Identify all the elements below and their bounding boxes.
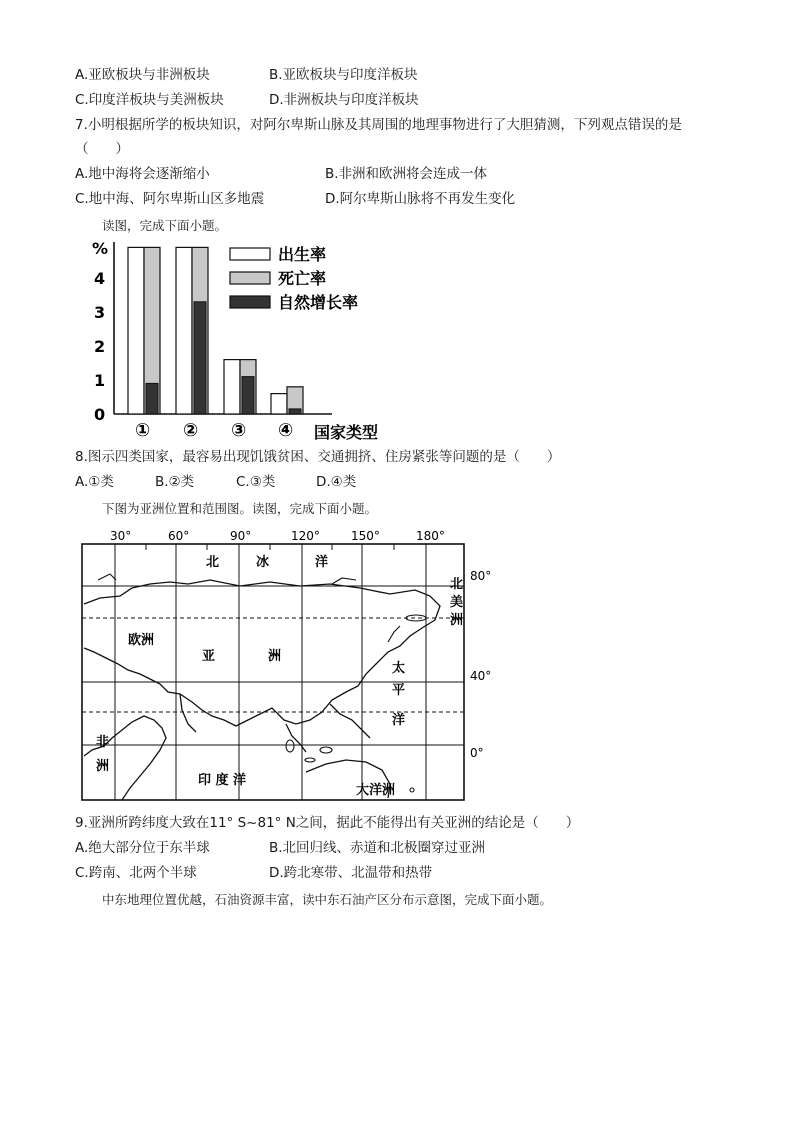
lon-label-120: 120°: [291, 529, 320, 543]
lat-label-0: 0°: [470, 746, 484, 760]
label-yang: 洋: [315, 555, 329, 570]
label-na-1: 北: [450, 577, 464, 592]
q9-option-d: D.跨北寒带、北温带和热带: [269, 865, 433, 881]
bar-natural-growth: [194, 302, 206, 414]
label-tai: 太: [392, 661, 406, 676]
label-yang2: 洋: [392, 713, 406, 728]
lon-label-30: 30°: [110, 529, 132, 543]
y-tick-label: 3: [94, 303, 106, 322]
lon-label-150: 150°: [351, 529, 380, 543]
bar-birth-rate: [271, 394, 287, 414]
q9-option-b: B.北回归线、赤道和北极圈穿过亚洲: [269, 840, 486, 856]
q9-stem: 9.亚洲所跨纬度大致在11° S~81° N之间，据此不能得出有关亚洲的结论是（ ）: [75, 815, 580, 831]
q6-option-c: C.印度洋板块与美洲板块: [75, 92, 224, 108]
category-label: ③: [231, 420, 247, 441]
category-label: ①: [135, 420, 151, 441]
population-chart: [70, 236, 390, 442]
map-coastlines: [84, 580, 440, 800]
lon-label-90: 90°: [230, 529, 252, 543]
q9-option-c: C.跨南、北两个半球: [75, 865, 197, 881]
category-label: ②: [183, 420, 199, 441]
q6-option-b: B.亚欧板块与印度洋板块: [269, 67, 418, 83]
q7-paren: （ ）: [75, 141, 129, 157]
label-zhou: 洲: [268, 649, 282, 664]
label-ping: 平: [392, 683, 406, 698]
label-indian-ocean: 印 度 洋: [198, 773, 247, 788]
q7-option-b: B.非洲和欧洲将会连成一体: [325, 166, 488, 182]
bar-natural-growth: [242, 377, 254, 414]
chart-legend: [230, 245, 358, 312]
label-africa-2: 洲: [96, 759, 110, 774]
asia-map: [70, 524, 500, 804]
y-tick-label: 0: [94, 405, 106, 424]
lon-label-60: 60°: [168, 529, 190, 543]
legend-label: 自然增长率: [278, 293, 359, 312]
bar-birth-rate: [176, 247, 192, 414]
legend-swatch: [230, 248, 270, 260]
lat-label-40: 40°: [470, 669, 492, 683]
label-europe: 欧洲: [128, 633, 155, 648]
bar-birth-rate: [224, 360, 240, 414]
x-axis-label: 国家类型: [314, 423, 379, 442]
q7-stem: 7.小明根据所学的板块知识，对阿尔卑斯山脉及其周围的地理事物进行了大胆猜测，下列观点错误的是: [75, 117, 682, 133]
bar-birth-rate: [128, 247, 144, 414]
label-bing: 冰: [256, 555, 270, 570]
label-ya: 亚: [202, 649, 216, 664]
legend-swatch: [230, 296, 270, 308]
label-bei: 北: [206, 555, 220, 570]
q8-option-c: C.③类: [236, 474, 276, 490]
y-axis-label: %: [92, 239, 109, 258]
label-oceania: 大洋洲: [356, 783, 396, 798]
q8-option-b: B.②类: [155, 474, 195, 490]
q7-option-a: A.地中海将会逐渐缩小: [75, 166, 210, 182]
label-na-2: 美: [450, 595, 464, 610]
q6-option-d: D.非洲板块与印度洋板块: [269, 92, 419, 108]
legend-label: 出生率: [278, 245, 327, 264]
q8-option-d: D.④类: [316, 474, 357, 490]
q8-stem: 8.图示四类国家，最容易出现饥饿贫困、交通拥挤、住房紧张等问题的是（ ）: [75, 449, 561, 465]
bar-natural-growth: [146, 383, 158, 414]
q8-option-a: A.①类: [75, 474, 114, 490]
intro-map: 下图为亚洲位置和范围图。读图，完成下面小题。: [102, 501, 378, 516]
y-tick-label: 1: [94, 371, 106, 390]
category-label: ④: [278, 420, 294, 441]
bar-natural-growth: [289, 409, 301, 414]
chart-bars: [128, 247, 303, 441]
q7-option-d: D.阿尔卑斯山脉将不再发生变化: [325, 191, 516, 207]
q6-option-a: A.亚欧板块与非洲板块: [75, 67, 210, 83]
legend-swatch: [230, 272, 270, 284]
legend-label: 死亡率: [278, 269, 327, 288]
lon-label-180: 180°: [416, 529, 445, 543]
q9-option-a: A.绝大部分位于东半球: [75, 840, 210, 856]
lat-label-80: 80°: [470, 569, 492, 583]
y-tick-label: 2: [94, 337, 106, 356]
label-na-3: 洲: [450, 613, 464, 628]
label-africa-1: 非: [96, 735, 110, 750]
y-tick-label: 4: [94, 269, 106, 288]
map-parallels: [82, 586, 464, 745]
intro-chart: 读图，完成下面小题。: [102, 218, 228, 233]
q7-option-c: C.地中海、阿尔卑斯山区多地震: [75, 191, 265, 207]
intro-middle-east: 中东地理位置优越，石油资源丰富，读中东石油产区分布示意图，完成下面小题。: [102, 892, 553, 907]
